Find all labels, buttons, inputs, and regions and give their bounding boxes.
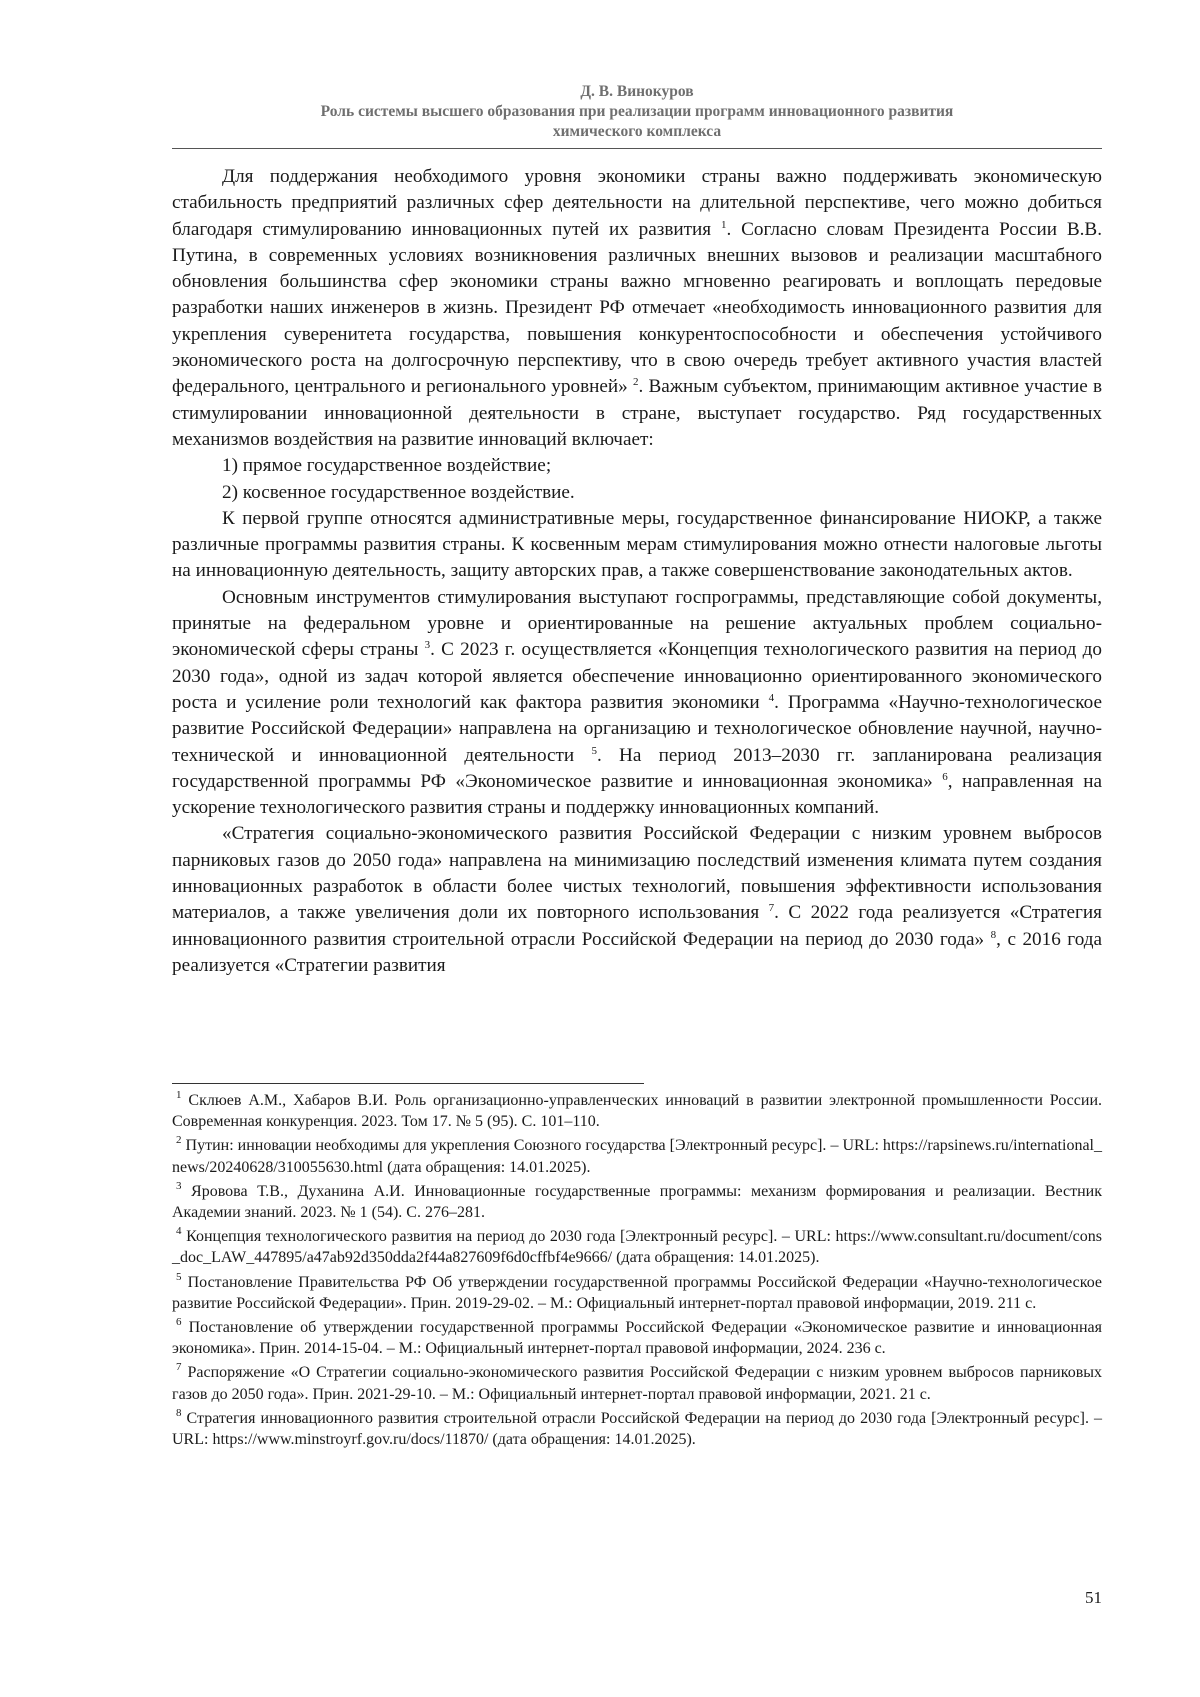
main-text [172,164,1102,979]
footnote-ref: 3 [424,639,431,652]
footnote-number: 2 [176,1134,182,1147]
footnote: $^6$ Постановление об утверждении государственной программы Российской Федерации «Экономическое развитие и инновационная экономика». Прин. 2014-15-04. – М.: Официальный интернет-портал правовой информации, 2024. 236 с. [172,1316,1103,1358]
list-item-1: 1) прямое государственное воздействие; [222,455,552,477]
footnote-divider [172,1083,644,1084]
paragraph-1: Для поддержания необходимого уровня экономики страны важно поддерживать экономическую стабильность предприятий различных сфер деятельности на длительной перспективе, чего можно добиться благодаря стимулированию инновационных путей их развития $^1$. Согласно словам Президента России В.В. Путина, в современных условиях возникновения различных внешних вызовов и реализации масштабного обновления большинства сфер экономики страны важно мгновенно реагировать и воплощать передовые разработки наших инженеров в жизнь. Президент РФ отмечает «необходимость инновационного развития для укрепления суверенитета государства, повышения конкурентоспособности и обеспечения устойчивого экономического роста на долгосрочную перспективу, что в свою очередь требует активного участия властей федерального, центрального и регионального уровней» $^2$. Важным субъектом, принимающим активное участие в стимулировании инновационной деятельности в стране, выступает государство. Ряд государственных механизмов воздействия на развитие инноваций включает: [172,166,1103,450]
footnote-number: 6 [176,1316,182,1329]
header-title-line1: Роль системы высшего образования при реализации программ инновационного развития [320,103,954,120]
footnote: $^2$ Путин: инновации необходимы для укрепления Союзного государства [Электронный ресурс]. – URL: https://rapsinews.ru/international_news/20240628/310055630.html (дата обращения: 14.01.2025). [172,1134,1102,1176]
footnote: $^7$ Распоряжение «О Стратегии социально-экономического развития Российской Федерации с низким уровнем выбросов парниковых газов до 2050 года». Прин. 2021-29-10. – М.: Официальный интернет-портал правовой информации, 2021. 21 с. [172,1361,1103,1403]
footnote-number: 5 [176,1270,182,1283]
paragraph-3: Основным инструментов стимулирования выступают госпрограммы, представляющие собой документы, принятые на федеральном уровне и ориентированные на решение актуальных проблем социально-экономической сферы страны $^3$. С 2023 г. осуществляется «Концепция технологического развития на период до 2030 года», одной из задач которой является обеспечение инновационно ориентированного экономического роста и усиление роли технологий как фактора развития экономики $^4$. Программа «Научно-технологическое развитие Российской Федерации» направлена на организацию и технологическое обновление научной, научно-технической и инновационной деятельности $^5$. На период 2013–2030 гг. запланирована реализация государственной программы РФ «Экономическое развитие и инновационная экономика» $^6$, направленная на ускорение технологического развития страны и поддержку инновационных компаний. [172,586,1103,819]
footnote-ref: 6 [942,770,948,783]
paragraph-4: «Стратегия социально-экономического развития Российской Федерации с низким уровнем выбросов парниковых газов до 2050 года» направлена на минимизацию последствий изменения климата путем создания инновационных разработок в области более чистых технологий, повышения эффективности использования материалов, а также увеличения доли их повторного использования $^7$. С 2022 года реализуется «Стратегия инновационного развития строительной отрасли Российской Федерации на период до 2030 года» $^8$, с 2016 года реализуется «Стратегии развития [172,823,1103,976]
footnote-number: 1 [176,1089,182,1101]
page-number: 51 [1085,1588,1102,1607]
footnote: $^4$ Концепция технологического развития на период до 2030 года [Электронный ресурс]. – URL: https://www.consultant.ru/document/cons_doc_LAW_447895/a47ab92d350dda2f44a827609f6d0cffbf4e9666/ (дата обращения: 14.01.2025). [172,1225,1103,1267]
footnote-ref: 7 [768,902,775,915]
footnote-ref: 4 [768,691,775,704]
footnote-number: 8 [176,1406,182,1419]
footnote-number: 3 [176,1179,182,1192]
running-header [172,82,1102,142]
list-item-2: 2) косвенное государственное воздействие. [222,481,575,503]
header-author: Д. В. Винокуров [580,83,694,100]
footnote-ref: 1 [720,218,727,231]
footnote: $^3$ Яровова Т.В., Духанина А.И. Инновационные государственные программы: механизм формирования и реализации. Вестник Академии знаний. 2023. № 1 (54). С. 276–281. [172,1179,1103,1222]
footnote-number: 4 [176,1225,182,1238]
footnotes [172,1090,1102,1453]
footnote-ref: 8 [990,928,997,941]
footnote: $^1$ Склюев А.М., Хабаров В.И. Роль организационно-управленческих инноваций в развитии электронной промышленности России. Современная конкуренция. 2023. Том 17. № 5 (95). С. 101–110. [172,1089,1103,1131]
footnote-ref: 2 [632,376,639,389]
footnote-number: 7 [176,1361,182,1374]
header-divider [172,148,1102,149]
header-title-line2: химического комплекса [552,123,722,140]
paragraph-2: К первой группе относятся административные меры, государственное финансирование НИОКР, а также различные программы развития страны. К косвенным мерам стимулирования можно отнести налоговые льготы на инновационную деятельность, защиту авторских прав, а также совершенствование законодательных актов. [172,507,1102,582]
footnote: $^8$ Стратегия инновационного развития строительной отрасли Российской Федерации на период до 2030 года [Электронный ресурс]. – URL: https://www.minstroyrf.gov.ru/docs/11870/ (дата обращения: 14.01.2025). [172,1406,1102,1449]
footnote-ref: 5 [591,744,597,757]
footnote: $^5$ Постановление Правительства РФ Об утверждении государственной программы Российской Федерации «Научно-технологическое развитие Российской Федерации». Прин. 2019-29-02. – М.: Официальный интернет-портал правовой информации, 2019. 211 с. [172,1270,1103,1312]
